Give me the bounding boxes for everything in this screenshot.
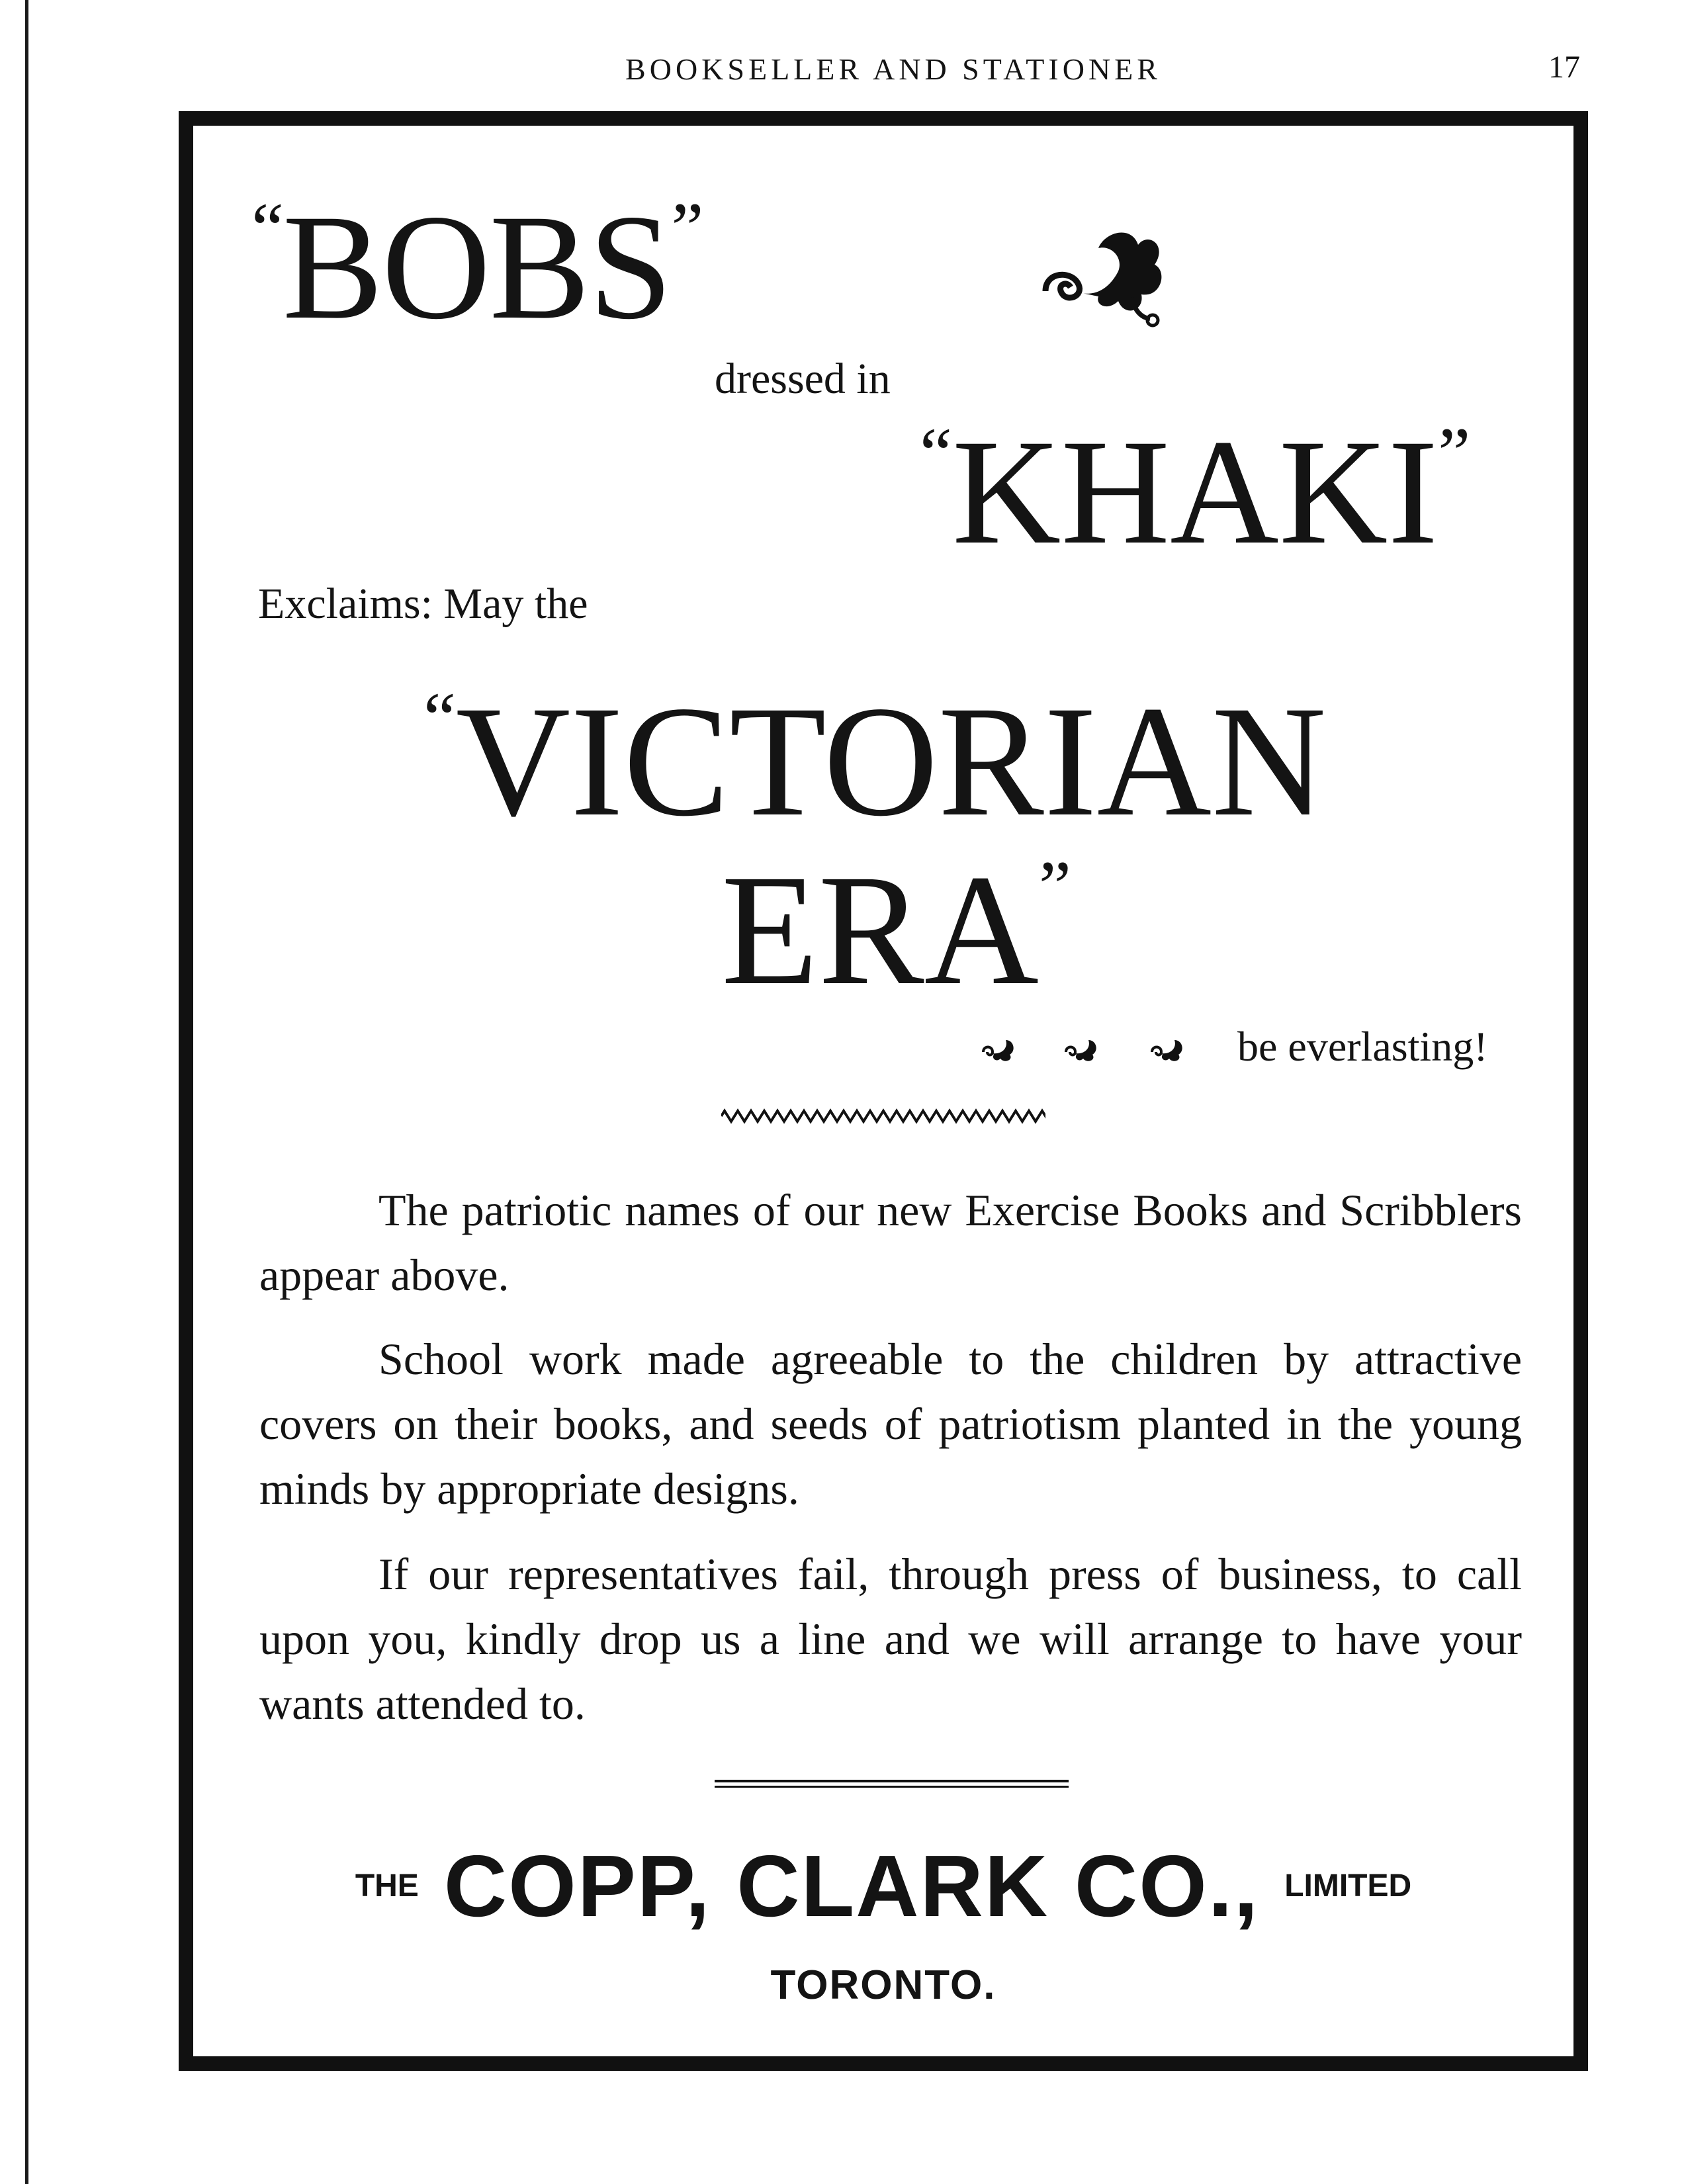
double-rule-divider xyxy=(715,1780,1069,1788)
company-prefix: THE xyxy=(355,1868,419,1903)
headline-victorian-text: VICTORIAN xyxy=(455,673,1327,849)
page-number: 17 xyxy=(1548,50,1580,85)
company-city: TORONTO. xyxy=(770,1962,996,2008)
connector-exclaims: Exclaims: May the xyxy=(258,580,588,628)
small-leaf-ornament-icon xyxy=(1148,1032,1186,1064)
small-leaf-ornament-icon xyxy=(1062,1032,1100,1064)
connector-dressed-in: dressed in xyxy=(715,355,891,403)
body-paragraph-2: School work made agreeable to the children by attractive covers on their books, and seeds of patriotism planted in the young minds by appropriate designs. xyxy=(259,1334,1522,1514)
open-quote: “ xyxy=(251,188,283,269)
company-name: COPP, CLARK CO., xyxy=(443,1837,1260,1935)
headline-era xyxy=(721,842,1071,1018)
connector-everlasting: be everlasting! xyxy=(1237,1023,1488,1070)
headline-khaki xyxy=(920,409,1471,576)
close-quote: ” xyxy=(671,188,703,269)
open-quote: “ xyxy=(423,677,456,758)
advertisement-frame xyxy=(179,111,1588,2071)
headline-era-text: ERA xyxy=(721,842,1039,1018)
body-paragraph-3: If our representatives fail, through press of business, to call upon you, kindly drop us a line and we will arrange to have your wants attended to. xyxy=(259,1549,1522,1729)
page-edge-rule xyxy=(25,0,28,2184)
close-quote: ” xyxy=(1438,413,1471,494)
leaf-scroll-ornament-icon xyxy=(1032,218,1171,331)
small-leaf-ornament-icon xyxy=(979,1032,1018,1064)
close-quote: ” xyxy=(1039,846,1071,927)
wavy-divider xyxy=(721,1108,1045,1124)
headline-victorian xyxy=(423,673,1327,849)
company-suffix: LIMITED xyxy=(1284,1868,1412,1903)
company-line xyxy=(179,1836,1588,1936)
running-title: BOOKSELLER AND STATIONER xyxy=(625,52,1161,86)
headline-khaki-text: KHAKI xyxy=(952,409,1439,576)
body-paragraph-1: The patriotic names of our new Exercise Books and Scribblers appear above. xyxy=(259,1185,1522,1300)
open-quote: “ xyxy=(920,413,952,494)
headline-bobs-text: BOBS xyxy=(282,184,672,351)
headline-bobs xyxy=(251,184,703,351)
